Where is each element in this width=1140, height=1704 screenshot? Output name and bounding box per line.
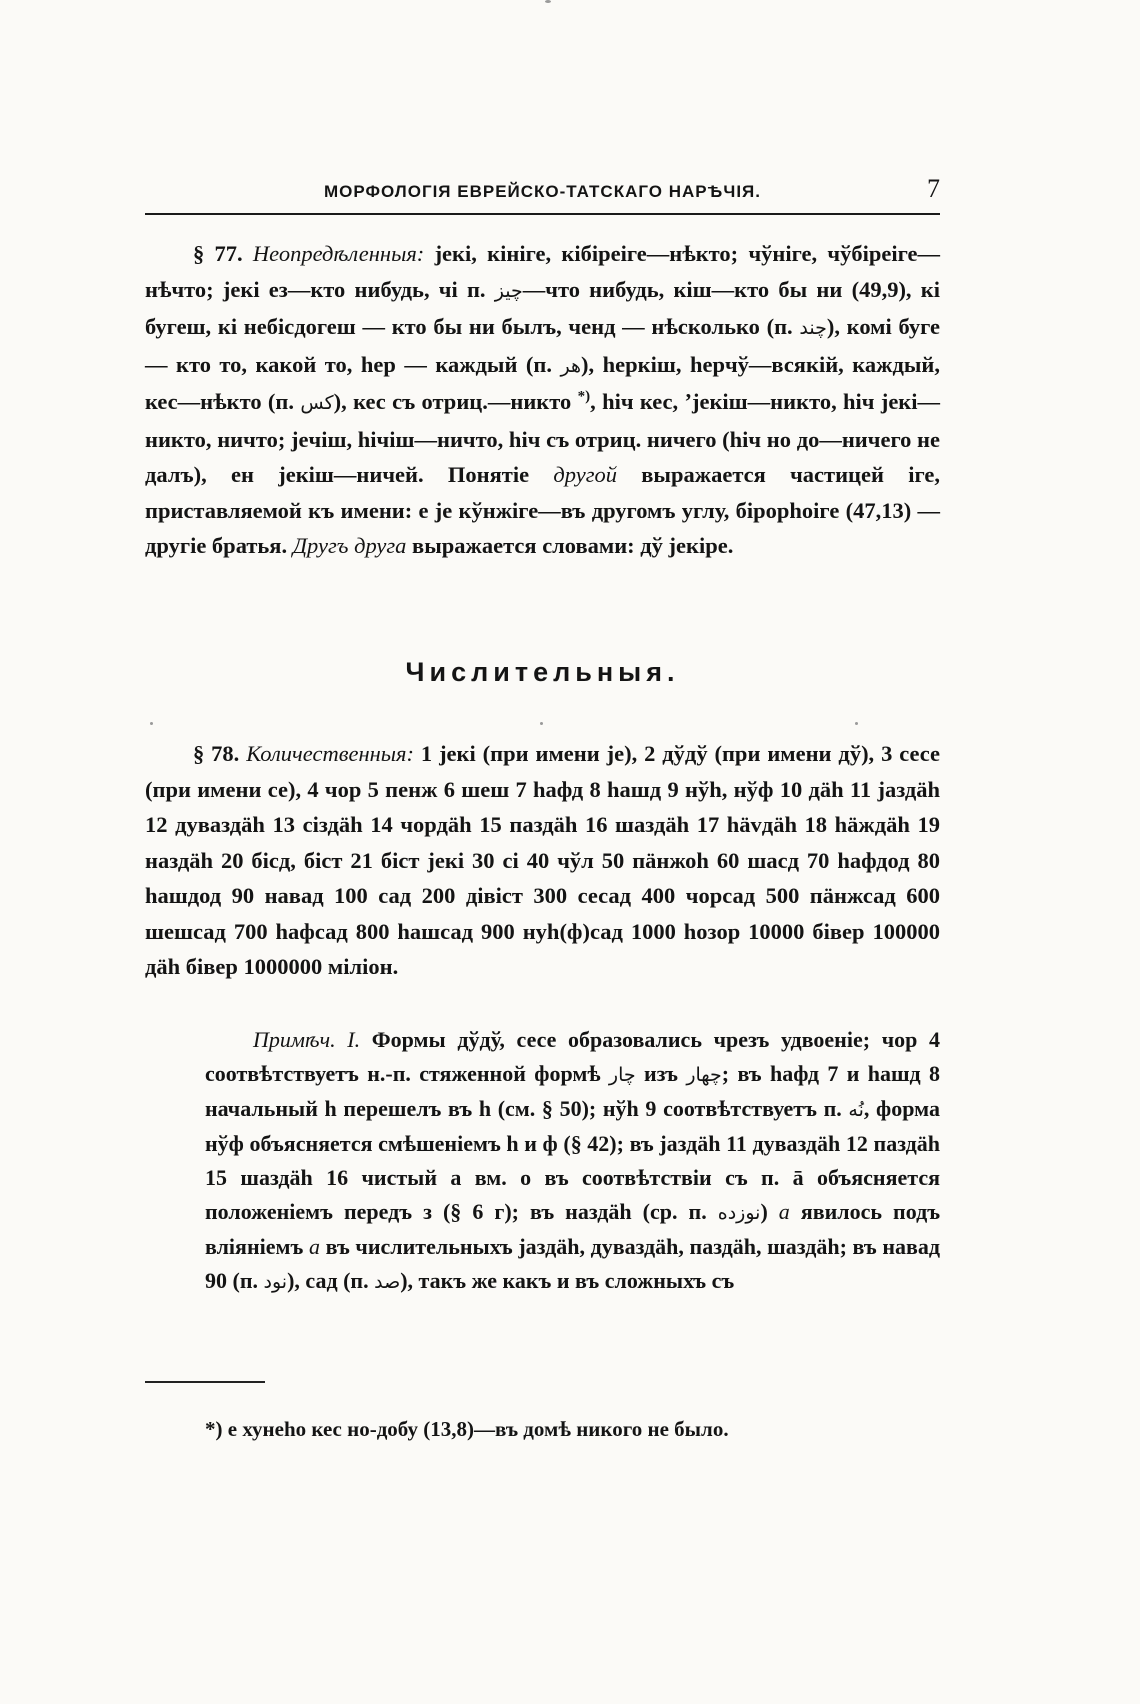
section-number: § 78. [193,741,240,766]
numerals-list: 1 jeкi (при имени je), 2 дўдў (при имени дў), 3 сесе (при имени се), 4 чор 5 пенж 6 шеш 7 haфд 8 hашд 9 нўh, нўф 10 дäh 11 jаздäh 12 дуваздäh 13 сiздäh 14 чордäh 15 паздäh 16 шаздäh 17 hävдäh 18 häждäh 19 наздäh 20 бiсд, бiст 21 бiст jeкi 30 сi 40 чўл 50 пäнжоh 60 шасд 70 haфдод 80 hашдод 90 навад 100 сад 200 дiвiст 300 сесад 400 чорсад 500 пäнжсад 600 шешсад 700 haфсад 800 hашсад 900 нуh(ф)сад 1000 hозор 10000 бiвер 100000 дäh бiвер 1000000 мiлiон. [145,741,941,979]
text-run: jeкi, кiнiге, кiбiреiге—нѣкто; чўнiге, чўбiреiге—нѣчто; jeкi ез—кто нибудь, чi п. [145,241,940,302]
text-run: ; въ haфд 7 и hашд 8 начальный h перешелъ въ h (см. § 50); нўh 9 соотвѣтствуетъ п. [205,1061,941,1121]
text-run: выражается частицей iге, приставляемой къ имени: е je кўнжiге—въ другомъ углу, бiрорhoiге (47,13) — другiе братья. [145,462,941,558]
footnote-mark: *) [577,388,591,405]
text-run: —что нибудь, кiш—кто бы ни (49,9), кi бугеш, кi небiсдогеш — кто бы ни былъ, ченд — нѣсколько (п. [145,276,940,339]
text-run: явилось подъ влiянiемъ [205,1199,941,1259]
text-run: , форма нўф объясняется смѣшенiемъ h и ф (§ 42); въ jаздäh 11 дуваздäh 12 паздäh 15 шаздäh 16 чистый а вм. о въ соотвѣтствiи съ п. ā объясняется положенiемъ передъ з (§ 6 г); въ наздäh (ср. п. [205,1096,941,1224]
text-run: ), такъ же какъ и въ сложныхъ съ [400,1268,735,1293]
italic-term: другой [553,462,617,487]
italic-term: а [308,1234,320,1259]
paragraph-77 [145,236,940,564]
text-run: въ числительныхъ jаздäh, дуваздäh, паздäh, шаздäh; въ навад 90 (п. [205,1234,941,1293]
arabic-word: نود [263,1271,288,1293]
arabic-word: صد [374,1271,401,1293]
header-rule [145,213,940,215]
paragraph-78 [145,736,940,985]
arabic-word: چهار [686,1064,722,1086]
note-1 [205,1023,940,1299]
section-number: § 77. [193,241,243,266]
print-speck [855,722,858,725]
text-run: изъ [643,1061,678,1086]
print-speck [545,0,551,3]
text-run: ), сад (п. [287,1268,369,1293]
arabic-word: چيز [494,279,523,302]
footnote-text: е хунеhо кес но-добу (13,8)—въ домѣ никого не было. [227,1417,729,1441]
text-run: выражается словами: дў jeкiре. [412,533,734,558]
text-run: Формы дўдў, сесе образовались чрезъ удвоенiе; чор 4 соотвѣтствуетъ н.-п. стяженной формѣ [205,1027,940,1086]
italic-term: Другъ друга [292,533,407,558]
text-run: , hiч кес, ʼjeкiш—никто, hiч jeкi—никто, ничто; jeчiш, hiчiш—ничто, hiч съ отриц. ничего (hiч но до—ничего не далъ), ен jeкiш—ничей. Понятiе [145,389,941,487]
section-heading: Числительныя. [405,657,680,687]
running-title: МОРФОЛОГІЯ ЕВРЕЙСКО-ТАТСКАГО НАРѢЧІЯ. [323,182,761,201]
section-label: Неопредѣленныя: [252,241,425,266]
text-run: ), кес съ отриц.—никто [333,389,572,414]
section-label: Количественныя: [246,741,414,766]
arabic-word: كس [300,392,334,414]
page-number: 7 [927,174,940,203]
text-run: ), hepкiш, hepчў—всякiй, каждый, кес—нѣкто (п. [145,351,940,414]
footnote-mark: *) [205,1417,223,1441]
print-speck [150,722,153,725]
text-run: ), комi буге — кто то, какой то, hep — каждый (п. [145,314,941,377]
arabic-word: هر [560,354,582,377]
arabic-word: نوزده [717,1202,761,1224]
page-header [145,174,940,210]
arabic-word: چند [799,317,827,339]
text-run: ) [760,1199,768,1224]
arabic-word: چار [608,1064,636,1086]
print-speck [540,722,543,725]
italic-term: а [778,1199,790,1224]
arabic-word: نُه [848,1099,864,1121]
note-label: Примѣч. I. [253,1027,361,1052]
footnote-rule [145,1381,265,1383]
footnote [205,1413,940,1445]
